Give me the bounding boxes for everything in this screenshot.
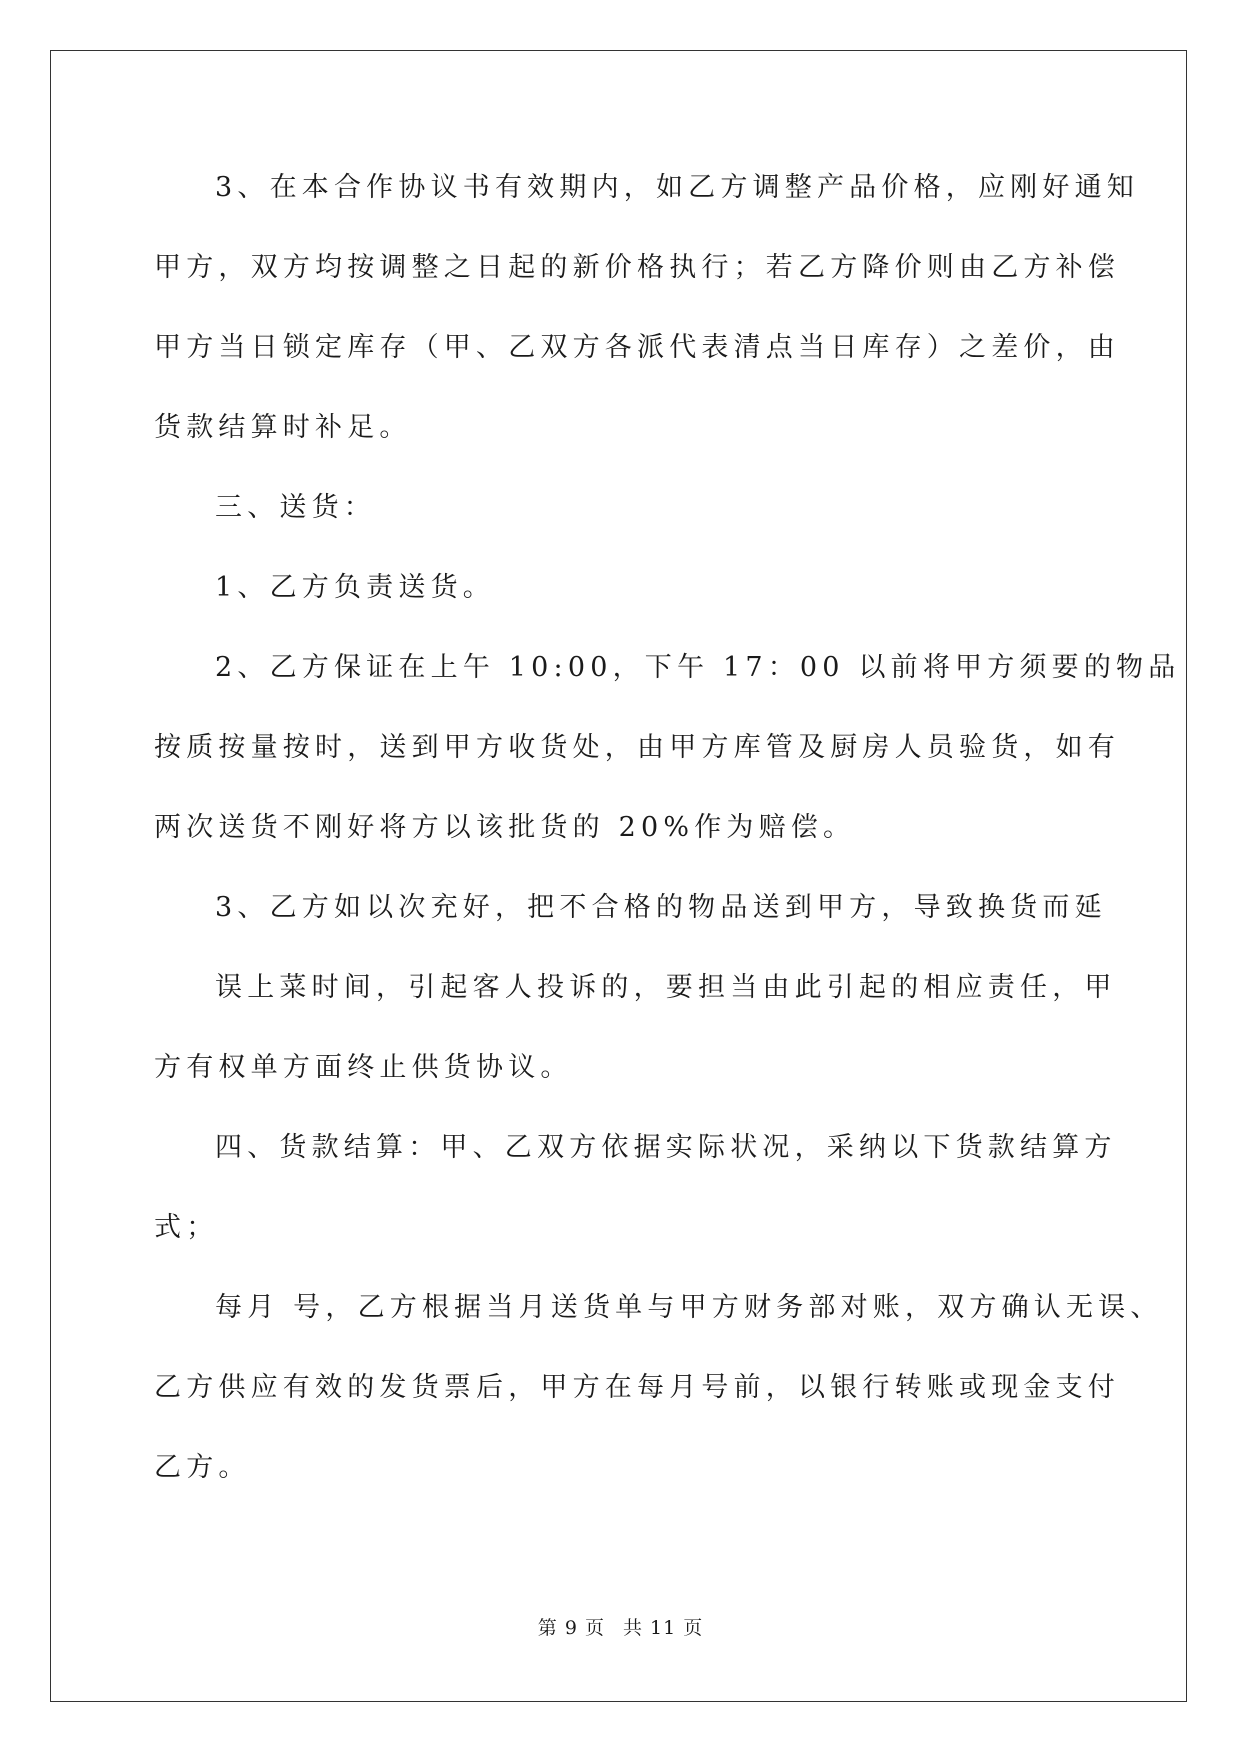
paragraph-line: 甲方，双方均按调整之日起的新价格执行；若乙方降价则由乙方补偿 [154,252,1120,283]
page-footer [0,1616,1241,1640]
paragraph-line: 乙方。 [154,1452,251,1483]
paragraph-line: 甲方当日锁定库存（甲、乙双方各派代表清点当日库存）之差价，由 [154,332,1120,363]
paragraph-line: 3、在本合作协议书有效期内，如乙方调整产品价格，应刚好通知 [215,172,1139,203]
paragraph-line: 乙方供应有效的发货票后，甲方在每月号前，以银行转账或现金支付 [154,1372,1120,1403]
section-heading: 三、送货： [215,492,376,523]
paragraph-line: 2、乙方保证在上午 10:00，下午 17：00 以前将甲方须要的物品 [215,652,1181,683]
paragraph-line: 方有权单方面终止供货协议。 [154,1052,573,1083]
paragraph-line: 式； [154,1212,219,1243]
paragraph-line: 货款结算时补足。 [154,412,412,443]
page-number: 第 9 页 [537,1617,605,1639]
paragraph-line: 两次送货不刚好将方以该批货的 20%作为赔偿。 [154,812,856,843]
total-pages: 共 11 页 [622,1617,704,1639]
paragraph-line: 误上菜时间，引起客人投诉的，要担当由此引起的相应责任，甲 [215,972,1117,1003]
section-heading: 四、货款结算：甲、乙双方依据实际状况，采纳以下货款结算方 [215,1132,1117,1163]
paragraph-line: 1、乙方负责送货。 [215,572,495,603]
paragraph-line: 3、乙方如以次充好，把不合格的物品送到甲方，导致换货而延 [215,892,1107,923]
paragraph-line: 按质按量按时，送到甲方收货处，由甲方库管及厨房人员验货，如有 [154,732,1120,763]
paragraph-line: 每月 号，乙方根据当月送货单与甲方财务部对账，双方确认无误、 [215,1292,1163,1323]
